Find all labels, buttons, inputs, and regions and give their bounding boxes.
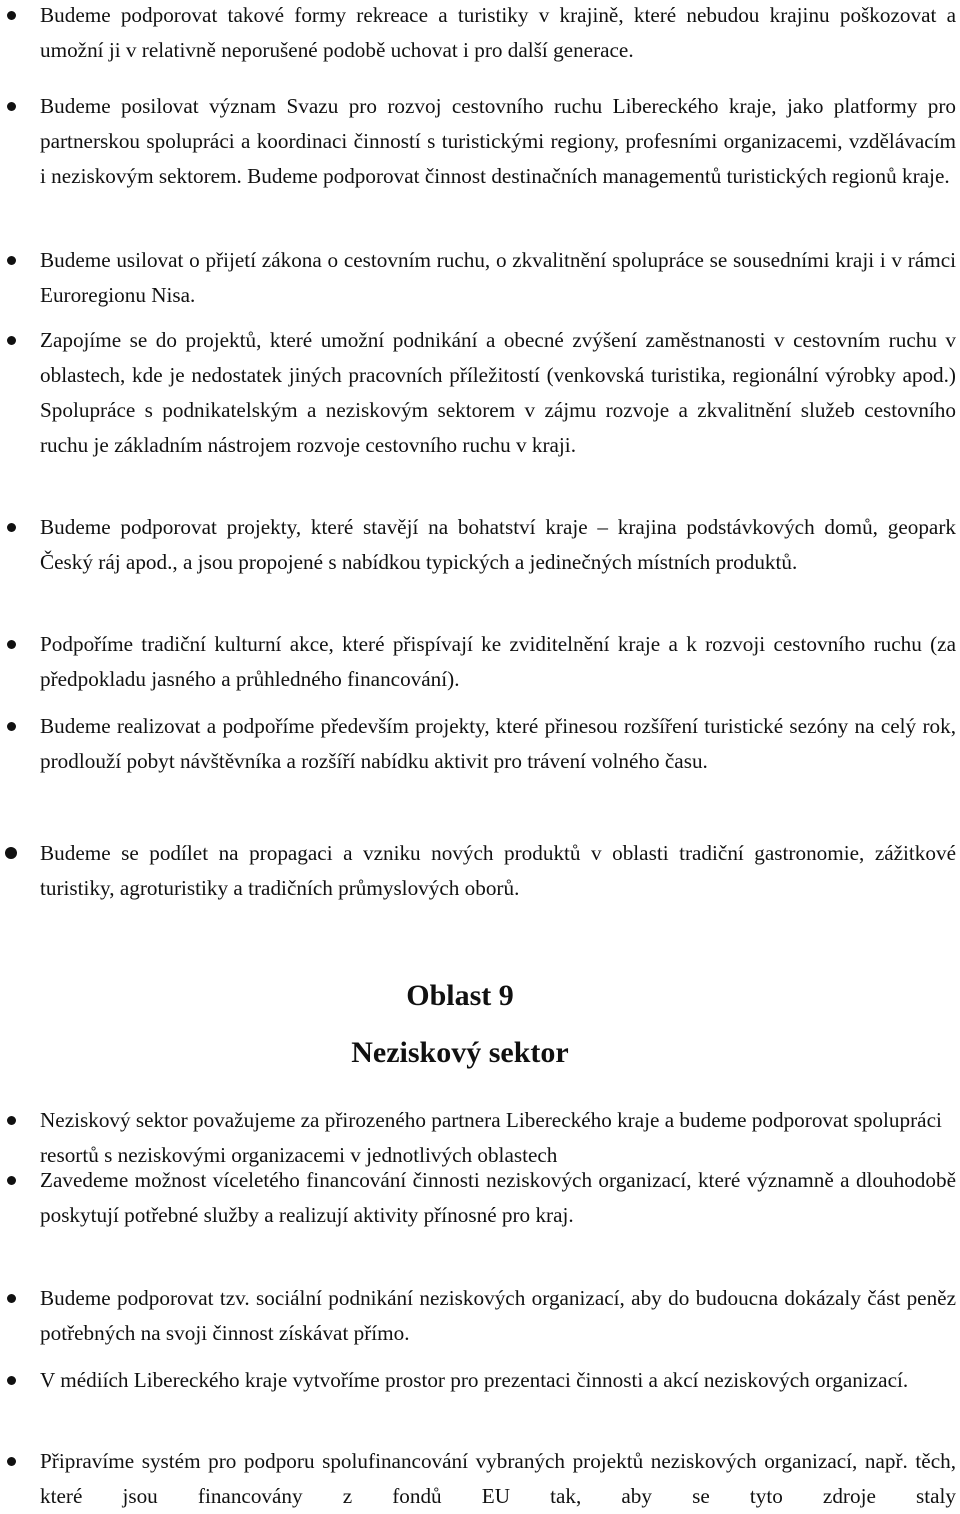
list-item: Budeme posilovat význam Svazu pro rozvoj cestovního ruchu Libereckého kraje, jako platformy pro partnerskou spolupráci a koordinaci činností s turistickými regiony, profesními organizacemi, vzdělávacím i neziskovým sektorem. Budeme podporovat činnost destinačních managementů turistických regionů kraje. (40, 89, 956, 194)
list-item: Zapojíme se do projektů, které umožní podnikání a obecné zvýšení zaměstnanosti v cestovním ruchu v oblastech, kde je nedostatek jiných pracovních příležitostí (venkovská turistika, regionální výrobky apod.) Spolupráce s podnikatelským a neziskovým sektorem v zájmu rozvoje a zkvalitnění služeb cestovního ruchu je základním nástrojem rozvoje cestovního ruchu v kraji. (40, 323, 956, 463)
list-item: V médiích Libereckého kraje vytvoříme prostor pro prezentaci činnosti a akcí neziskových organizací. (40, 1363, 956, 1398)
bullet-icon (7, 722, 16, 731)
list-item: Budeme podporovat projekty, které stavějí na bohatství kraje – krajina podstávkových domů, geopark Český ráj apod., a jsou propojené s nabídkou typických a jedinečných místních produktů. (40, 510, 956, 580)
bullet-icon (7, 1376, 16, 1385)
bullet-icon (7, 1176, 16, 1185)
bullet-icon (7, 1457, 16, 1466)
list-item: Připravíme systém pro podporu spolufinancování vybraných projektů neziskových organizací, např. těch, které jsou financovány z fondů EU tak, aby se tyto zdroje staly (40, 1444, 956, 1514)
list-item: Zavedeme možnost víceletého financování činnosti neziskových organizací, které významně a dlouhodobě poskytují potřebné služby a realizují aktivity přínosné pro kraj. (40, 1163, 956, 1233)
bullet-icon (7, 11, 16, 20)
bullet-icon (7, 336, 16, 345)
bullet-icon (5, 847, 17, 859)
list-item: Budeme se podílet na propagaci a vzniku nových produktů v oblasti tradiční gastronomie, zážitkové turistiky, agroturistiky a tradičních průmyslových oborů. (40, 836, 956, 906)
bullet-icon (7, 523, 16, 532)
bullet-icon (7, 640, 16, 649)
bullet-icon (7, 256, 16, 265)
list-item: Budeme realizovat a podpoříme především projekty, které přinesou rozšíření turistické sezóny na celý rok, prodlouží pobyt návštěvníka a rozšíří nabídku aktivit pro trávení volného času. (40, 709, 956, 779)
bullet-icon (7, 1294, 16, 1303)
section-subtitle: Neziskový sektor (351, 1036, 569, 1069)
list-item: Neziskový sektor považujeme za přirozeného partnera Libereckého kraje a budeme podporovat spolupráci resortů s neziskovými organizacemi v jednotlivých oblastech (40, 1103, 956, 1173)
section-title: Oblast 9 (406, 979, 514, 1012)
list-item: Budeme podporovat tzv. sociální podnikání neziskových organizací, aby do budoucna dokázaly část peněz potřebných na svoji činnost získávat přímo. (40, 1281, 956, 1351)
bullet-icon (7, 1116, 16, 1125)
bullet-icon (7, 102, 16, 111)
list-item: Budeme usilovat o přijetí zákona o cestovním ruchu, o zkvalitnění spolupráce se sousedními kraji i v rámci Euroregionu Nisa. (40, 243, 956, 313)
list-item: Podpoříme tradiční kulturní akce, které přispívají ke zviditelnění kraje a k rozvoji cestovního ruchu (za předpokladu jasného a průhledného financování). (40, 627, 956, 697)
list-item: Budeme podporovat takové formy rekreace a turistiky v krajině, které nebudou krajinu poškozovat a umožní ji v relativně neporušené podobě uchovat i pro další generace. (40, 0, 956, 68)
